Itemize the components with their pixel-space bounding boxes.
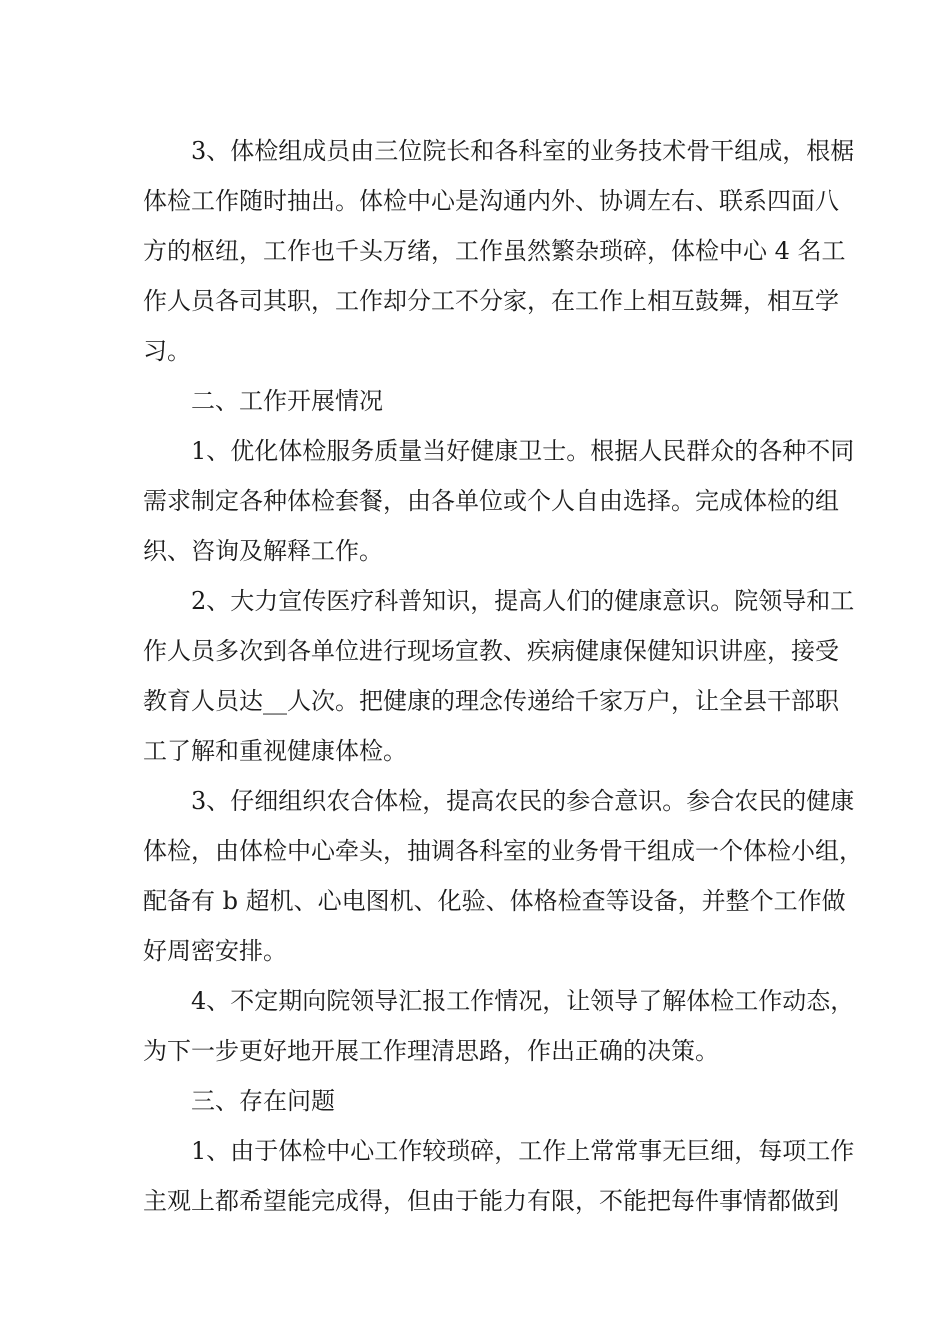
text-line: 2、大力宣传医疗科普知识，提高人们的健康意识。院领导和工 [191,587,855,615]
section-heading-work-progress: 二、工作开展情况 [191,387,383,415]
text-line: 织、咨询及解释工作。 [143,537,383,565]
text-line: 4、不定期向院领导汇报工作情况，让领导了解体检工作动态， [191,987,855,1015]
section-heading-existing-problems: 三、存在问题 [191,1087,335,1115]
text-line: 习。 [143,337,191,365]
paragraph-service-quality [143,426,855,576]
paragraph-farmer-checkup [143,776,863,976]
text-line: 体检，由体检中心牵头，抽调各科室的业务骨干组成一个体检小组， [143,837,863,865]
text-line: 3、仔细组织农合体检，提高农民的参合意识。参合农民的健康 [191,787,855,815]
paragraph-health-education [143,576,855,776]
text-line: 作人员各司其职，工作却分工不分家，在工作上相互鼓舞，相互学 [143,287,839,315]
text-line: 工了解和重视健康体检。 [143,737,407,765]
text-line: 方的枢纽，工作也千头万绪，工作虽然繁杂琐碎，体检中心 4 名工 [143,237,846,265]
text-line: 1、由于体检中心工作较琐碎，工作上常常事无巨细，每项工作 [191,1137,855,1165]
paragraph-problem-1 [143,1126,855,1226]
text-line: 好周密安排。 [143,937,287,965]
text-line: 作人员多次到各单位进行现场宣教、疾病健康保健知识讲座，接受 [143,637,839,665]
paragraph-team-composition [143,126,855,376]
text-line: 需求制定各种体检套餐，由各单位或个人自由选择。完成体检的组 [143,487,839,515]
text-line: 主观上都希望能完成得，但由于能力有限，不能把每件事情都做到 [143,1187,839,1215]
text-line: 配备有 b 超机、心电图机、化验、体格检查等设备，并整个工作做 [143,887,846,915]
text-line: 为下一步更好地开展工作理清思路，作出正确的决策。 [143,1037,719,1065]
text-line: 1、优化体检服务质量当好健康卫士。根据人民群众的各种不同 [191,437,855,465]
paragraph-reporting [143,976,855,1076]
text-line: 3、体检组成员由三位院长和各科室的业务技术骨干组成，根椐 [191,137,855,165]
document-body [143,126,863,1226]
text-line: 体检工作随时抽出。体检中心是沟通内外、协调左右、联系四面八 [143,187,839,215]
text-line: 教育人员达__人次。把健康的理念传递给千家万户，让全县干部职 [143,687,839,715]
